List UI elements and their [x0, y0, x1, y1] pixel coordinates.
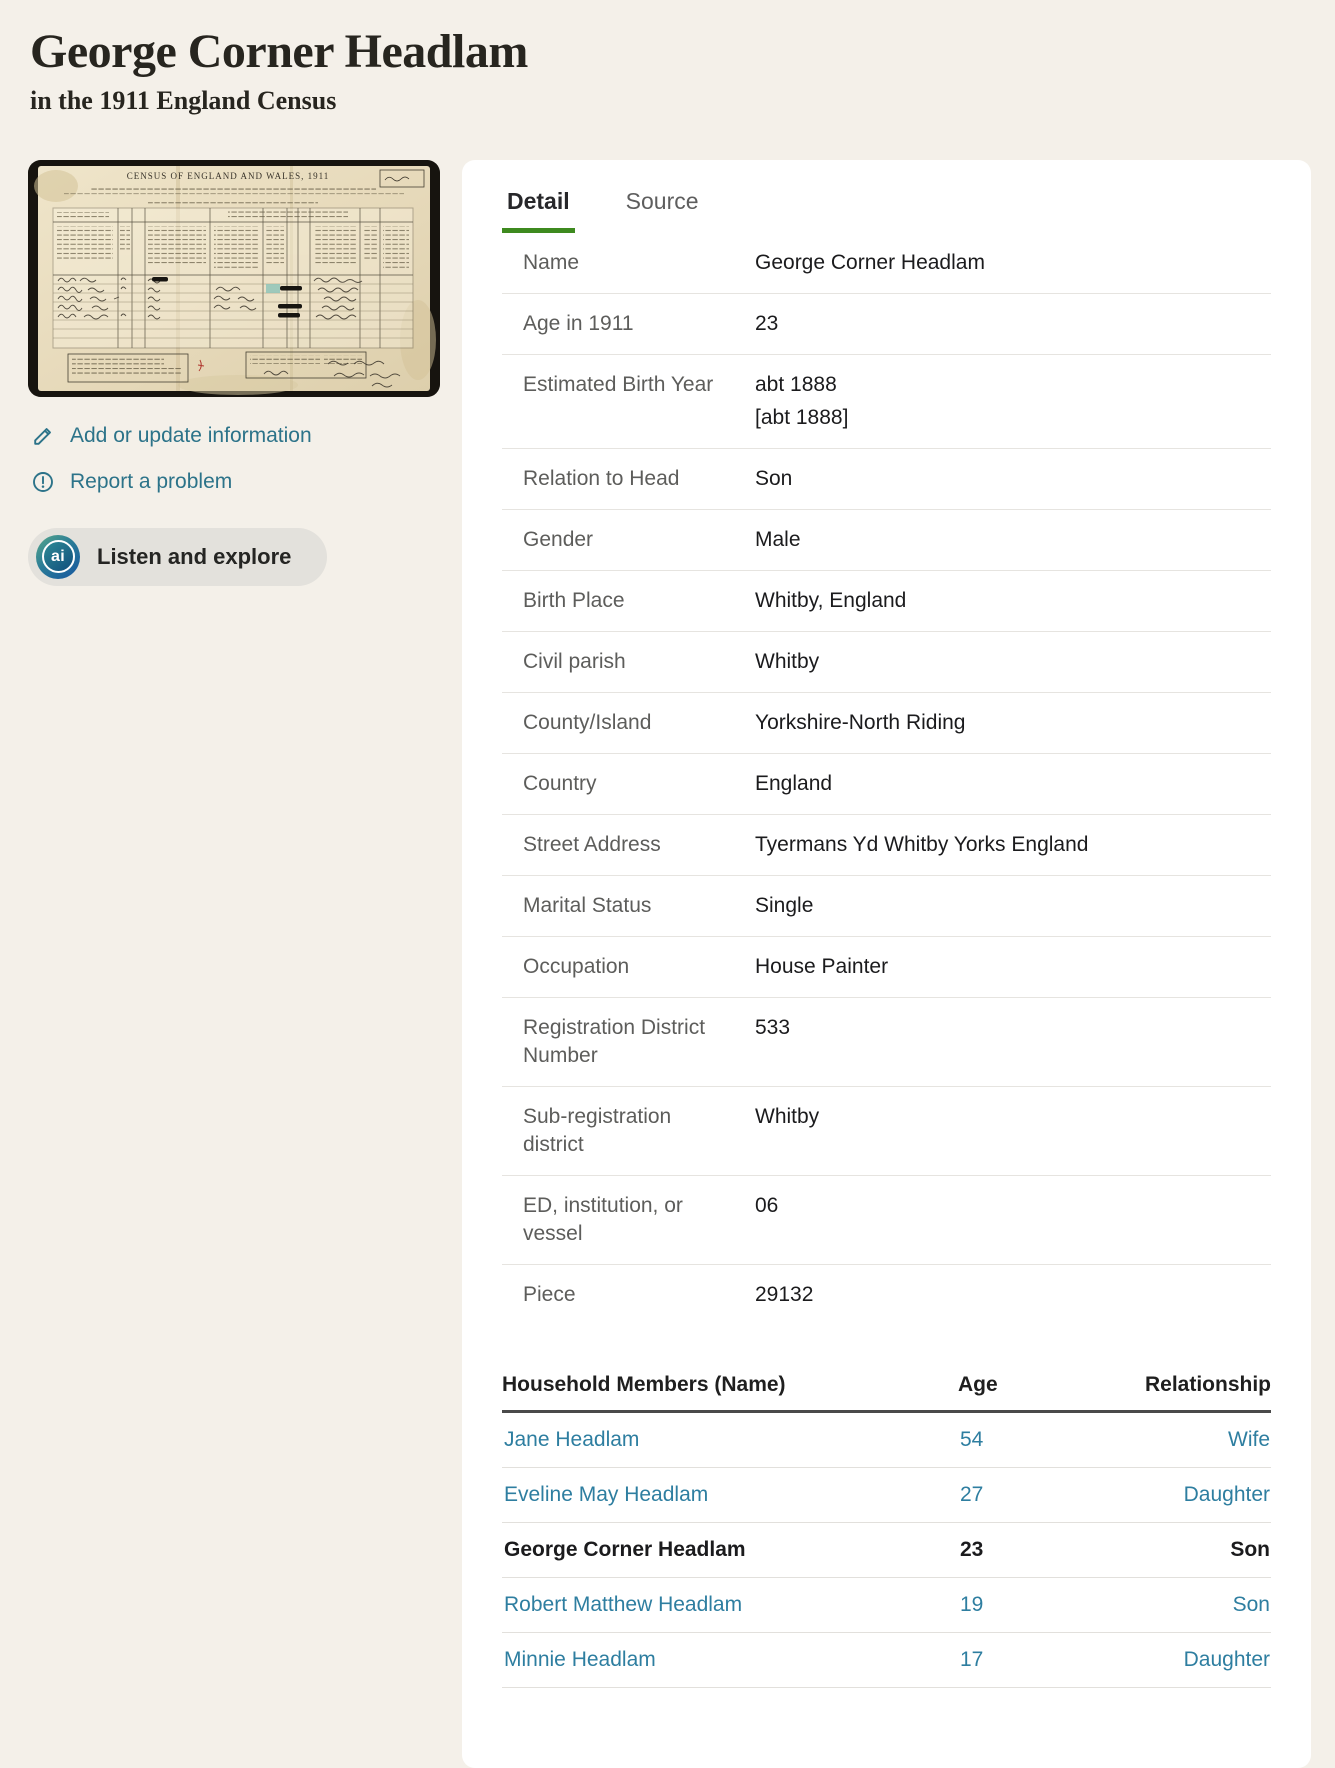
- detail-label: Gender: [523, 527, 594, 551]
- detail-label: Age in 1911: [523, 311, 634, 335]
- pencil-icon: [31, 424, 55, 448]
- ai-logo-text: ai: [42, 540, 75, 573]
- detail-value: England: [755, 771, 833, 795]
- household-member-link[interactable]: Robert Matthew Headlam: [504, 1592, 743, 1616]
- household-member-age[interactable]: 27: [960, 1482, 984, 1506]
- census-document-thumbnail[interactable]: [28, 160, 440, 397]
- household-row: [502, 1468, 1271, 1523]
- detail-value: Tyermans Yd Whitby Yorks England: [755, 832, 1089, 856]
- detail-row-estimated-birth-year: [502, 355, 1271, 449]
- household-row-current-person: [502, 1523, 1271, 1578]
- household-member-name: George Corner Headlam: [504, 1537, 746, 1561]
- household-members-table: [502, 1373, 1271, 1688]
- left-rail: [28, 160, 440, 1768]
- detail-label: Marital Status: [523, 893, 652, 917]
- detail-value: 23: [755, 311, 779, 335]
- detail-table: [502, 233, 1271, 1325]
- household-header-row: [502, 1373, 1271, 1413]
- detail-label: Occupation: [523, 954, 630, 978]
- detail-row-ed-institution: [502, 1176, 1271, 1265]
- alert-circle-icon: [31, 470, 55, 494]
- household-member-age[interactable]: 54: [960, 1427, 984, 1451]
- detail-value: Whitby, England: [755, 588, 907, 612]
- household-header-age: Age: [958, 1372, 998, 1396]
- tab-detail[interactable]: Detail: [502, 186, 575, 233]
- detail-row-registration-district: [502, 998, 1271, 1087]
- detail-label: Registration District Number: [523, 1015, 706, 1067]
- detail-label: Street Address: [523, 832, 661, 856]
- detail-value: 533: [755, 1015, 791, 1039]
- detail-row-age: [502, 294, 1271, 355]
- census-document-image: [28, 160, 440, 397]
- detail-label: Estimated Birth Year: [523, 372, 714, 396]
- detail-value: [755, 371, 1271, 432]
- tabs: [502, 186, 1271, 233]
- detail-value: Whitby: [755, 649, 820, 673]
- household-member-age[interactable]: 19: [960, 1592, 984, 1616]
- detail-label: Civil parish: [523, 649, 626, 673]
- household-member-link[interactable]: Minnie Headlam: [504, 1647, 656, 1671]
- add-or-update-link[interactable]: [31, 424, 440, 448]
- detail-row-relation: [502, 449, 1271, 510]
- detail-label: Piece: [523, 1282, 576, 1306]
- detail-row-marital-status: [502, 876, 1271, 937]
- household-member-relationship: Son: [1230, 1537, 1270, 1561]
- detail-label: ED, institution, or vessel: [523, 1193, 683, 1245]
- detail-row-street-address: [502, 815, 1271, 876]
- page-title: George Corner Headlam: [30, 25, 528, 78]
- detail-value: 29132: [755, 1282, 814, 1306]
- household-member-age: 23: [960, 1537, 984, 1561]
- detail-value: House Painter: [755, 954, 889, 978]
- detail-value-line2: [abt 1888]: [755, 405, 849, 429]
- detail-label: Relation to Head: [523, 466, 680, 490]
- detail-value: Yorkshire-North Riding: [755, 710, 966, 734]
- page-header: [0, 0, 1335, 116]
- listen-and-explore-label: Listen and explore: [97, 543, 292, 569]
- detail-label: Name: [523, 250, 580, 274]
- household-member-relationship[interactable]: Daughter: [1183, 1482, 1270, 1506]
- detail-label: Sub-registration district: [523, 1104, 672, 1156]
- household-header-relationship: Relationship: [1144, 1372, 1271, 1396]
- detail-value: George Corner Headlam: [755, 250, 985, 274]
- detail-row-name: [502, 233, 1271, 294]
- add-or-update-label: Add or update information: [70, 423, 312, 447]
- detail-row-piece: [502, 1265, 1271, 1325]
- detail-row-birth-place: [502, 571, 1271, 632]
- detail-row-sub-registration-district: [502, 1087, 1271, 1176]
- household-member-relationship[interactable]: Son: [1232, 1592, 1270, 1616]
- detail-label: Country: [523, 771, 597, 795]
- household-member-link[interactable]: Eveline May Headlam: [504, 1482, 709, 1506]
- detail-row-civil-parish: [502, 632, 1271, 693]
- household-member-relationship[interactable]: Daughter: [1183, 1647, 1270, 1671]
- page-subtitle: in the 1911 England Census: [30, 85, 337, 115]
- household-member-relationship[interactable]: Wife: [1228, 1427, 1270, 1451]
- detail-value: Son: [755, 466, 793, 490]
- detail-label: County/Island: [523, 710, 652, 734]
- content: [0, 160, 1335, 1768]
- detail-value: Male: [755, 527, 801, 551]
- detail-row-county: [502, 693, 1271, 754]
- detail-value: 06: [755, 1193, 779, 1217]
- record-card: [462, 160, 1311, 1768]
- household-row: [502, 1578, 1271, 1633]
- ai-logo-icon: [36, 535, 80, 579]
- household-row: [502, 1413, 1271, 1468]
- household-row: [502, 1633, 1271, 1688]
- detail-row-occupation: [502, 937, 1271, 998]
- detail-label: Birth Place: [523, 588, 625, 612]
- report-problem-link[interactable]: [31, 470, 440, 494]
- household-header-name: Household Members (Name): [502, 1372, 786, 1396]
- listen-and-explore-button[interactable]: [28, 528, 327, 586]
- report-problem-label: Report a problem: [70, 469, 233, 493]
- household-member-link[interactable]: Jane Headlam: [504, 1427, 640, 1451]
- detail-value: Single: [755, 893, 814, 917]
- household-member-age[interactable]: 17: [960, 1647, 984, 1671]
- detail-value-line1: abt 1888: [755, 372, 837, 396]
- detail-value: Whitby: [755, 1104, 820, 1128]
- svg-text:CENSUS OF ENGLAND AND WALES, 1: CENSUS OF ENGLAND AND WALES, 1911: [126, 170, 330, 181]
- detail-row-gender: [502, 510, 1271, 571]
- tab-source[interactable]: Source: [625, 187, 699, 214]
- detail-row-country: [502, 754, 1271, 815]
